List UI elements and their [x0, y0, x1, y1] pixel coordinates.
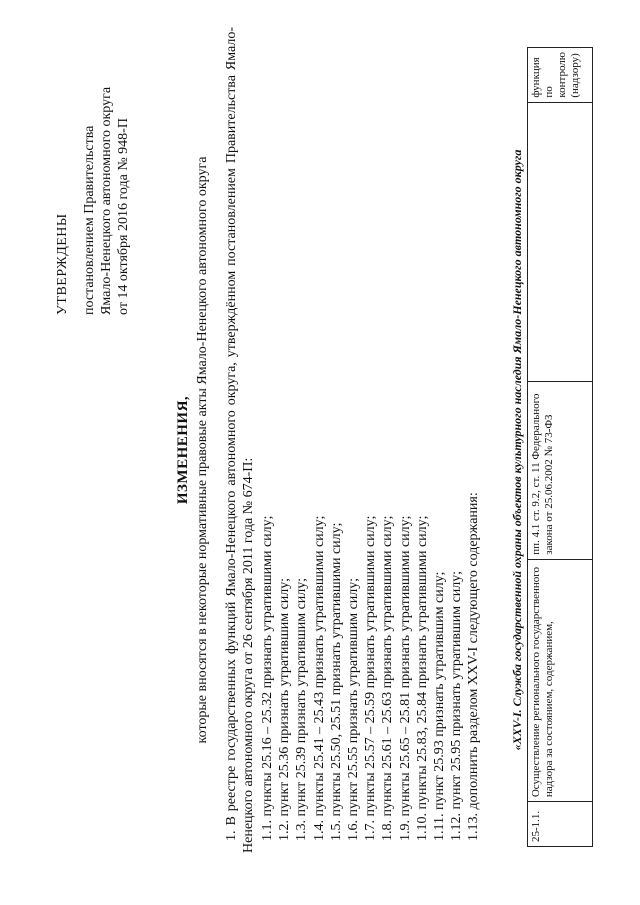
- list-item: 1.12. пункт 25.95 признать утратившим силу;: [449, 571, 465, 841]
- functions-table: [527, 47, 593, 847]
- amendment-list: [259, 41, 483, 841]
- section-title: «XXV-I. Служба государственной охраны объектов культурного наследия Ямало-Ненецкого автономного округа: [510, 149, 524, 751]
- list-item: 1.8. пункты 25.61 – 25.63 признать утратившими силу;: [380, 515, 396, 841]
- cell-function-type: функция по контролю (надзору): [528, 48, 593, 103]
- cell-function-name: Осуществление регионального государственного надзора за состоянием, содержанием,: [528, 559, 593, 801]
- list-item: 1.1. пункты 25.16 – 25.32 признать утратившими силу;: [260, 515, 275, 841]
- list-item: 1.4. пункты 25.41 – 25.43 признать утратившими силу;: [311, 515, 327, 841]
- list-item: 1.6. пункт 25.55 признать утратившим силу;: [346, 578, 362, 841]
- list-item: 1.5. пункты 25.50, 25.51 признать утратившими силу;: [328, 522, 344, 841]
- table-row: [528, 48, 593, 847]
- list-item: 1.9. пункты 25.65 – 25.81 признать утратившими силу;: [397, 515, 413, 841]
- list-item: 1.13. дополнить разделом XXV-I следующего содержания:: [466, 492, 482, 841]
- list-item: 1.7. пункты 25.57 – 25.59 признать утратившими силу;: [363, 515, 379, 841]
- document-title: ИЗМЕНЕНИЯ,: [175, 395, 191, 505]
- approval-stamp: [54, 25, 132, 315]
- cell-empty: [528, 102, 593, 381]
- approval-line-3: от 14 октября 2016 года № 948-П: [116, 118, 131, 315]
- approval-line-1: постановлением Правительства: [82, 125, 97, 315]
- document-subtitle: которые вносятся в некоторые нормативные правовые акты Ямало-Ненецкого автономного округа: [195, 156, 210, 744]
- document-page: [40, 25, 600, 875]
- list-item: 1.11. пункт 25.93 признать утратившим силу;: [432, 571, 448, 841]
- approval-line-2: Ямало-Ненецкого автономного округа: [99, 86, 114, 315]
- intro-paragraph: 1. В реестре государственных функций Ямало-Ненецкого автономного округа, утверждённом постановлением Правительства Ямало-Ненецкого автономного округа от 26 сентября 2011 года № 674-П:: [224, 27, 256, 853]
- list-item: 1.2. пункт 25.36 признать утратившим силу;: [277, 578, 293, 841]
- list-item: 1.3. пункт 25.39 признать утратившим силу;: [294, 578, 310, 841]
- cell-number: 25-1.1.: [528, 802, 593, 847]
- approval-heading: УТВЕРЖДЕНЫ: [55, 213, 70, 315]
- cell-legal-basis: пп. 4.1 ст. 9.2, ст. 11 Федерального закона от 25.06.2002 № 73-ФЗ: [528, 382, 593, 560]
- list-item: 1.10. пункты 25.83, 25.84 признать утратившими силу;: [414, 515, 430, 841]
